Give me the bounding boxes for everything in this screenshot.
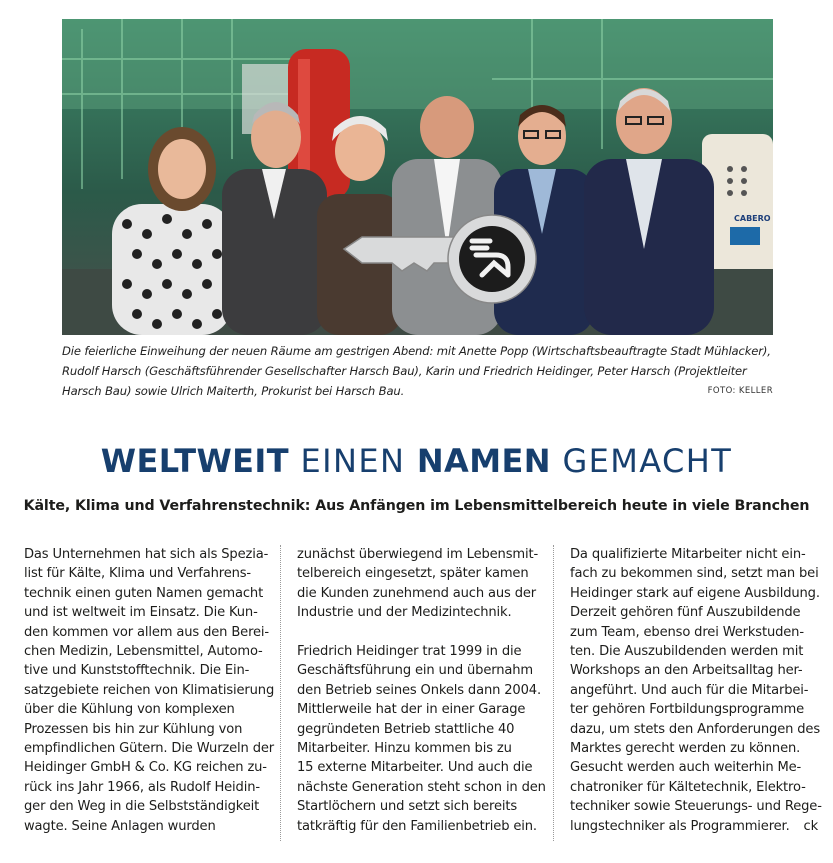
- photo-illustration: [62, 19, 773, 335]
- headline-word: NAMEN: [416, 442, 551, 480]
- text-line: wagte. Seine Anlagen wurden: [24, 818, 216, 834]
- text-line: telbereich eingesetzt, später kamen: [297, 566, 529, 582]
- headline-word: GEMACHT: [562, 442, 733, 480]
- text-line: Mitarbeiter. Hinzu kommen bis zu: [297, 741, 512, 757]
- text-line: tatkräftig für den Familienbetrieb ein.: [297, 818, 537, 834]
- sign-text: CABERO: [734, 214, 771, 223]
- text-column-3: [570, 545, 822, 845]
- photo-caption: [62, 341, 773, 401]
- text-line: Geschäftsführung ein und übernahm: [297, 663, 534, 679]
- column-divider: [553, 545, 554, 841]
- text-line: Prozessen bis hin zur Kühlung von: [24, 721, 243, 737]
- text-line: ter gehören Fortbildungsprogramme: [570, 702, 804, 718]
- text-line: Friedrich Heidinger trat 1999 in die: [297, 644, 522, 660]
- text-line: Heidinger GmbH & Co. KG reichen zu-: [24, 760, 267, 776]
- text-line: rück ins Jahr 1966, als Rudolf Heidin-: [24, 779, 260, 795]
- text-line: empfindlichen Gütern. Die Wurzeln der: [24, 741, 275, 757]
- text-line: Startlöchern und setzt sich bereits: [297, 799, 518, 815]
- headline-word: EINEN: [300, 442, 406, 480]
- text-line: ger den Weg in die Selbstständigkeit: [24, 799, 260, 815]
- text-line: nächste Generation steht schon in den: [297, 779, 546, 795]
- photo-credit: FOTO: KELLER: [707, 386, 773, 396]
- text-line: Industrie und der Medizintechnik.: [297, 605, 512, 621]
- headline: [0, 440, 833, 482]
- text-line: den kommen vor allem aus den Berei-: [24, 624, 269, 640]
- text-line: Workshops an den Arbeitsalltag her-: [570, 663, 803, 679]
- text-line: techniker sowie Steuerungs- und Rege-: [570, 799, 822, 815]
- text-line: ten. Die Auszubildenden werden mit: [570, 644, 804, 660]
- text-line: zunächst überwiegend im Lebensmit-: [297, 547, 539, 562]
- text-line: zum Team, ebenso drei Werkstuden-: [570, 624, 804, 640]
- column-divider: [280, 545, 281, 841]
- text-column-2: [297, 545, 546, 845]
- paragraph-break: [297, 623, 540, 642]
- text-line: technik einen guten Namen gemacht: [24, 585, 264, 601]
- text-line: 15 externe Mitarbeiter. Und auch die: [297, 760, 533, 776]
- caption-line: Rudolf Harsch (Geschäftsführender Gesellschafter Harsch Bau), Karin und Friedrich Heidinger, Peter Harsch (Projektleiter: [62, 364, 747, 378]
- text-line: chatroniker für Kältetechnik, Elektro-: [570, 779, 806, 795]
- text-line: satzgebiete reichen von Klimatisierung: [24, 682, 275, 698]
- author-mark: ck: [803, 818, 818, 834]
- text-line: fach zu bekommen sind, setzt man bei: [570, 566, 819, 582]
- text-line: und ist weltweit im Einsatz. Die Kun-: [24, 605, 258, 621]
- text-line: Heidinger stark auf eigene Ausbildung.: [570, 585, 820, 601]
- text-line: list für Kälte, Klima und Verfahrens-: [24, 566, 252, 582]
- text-line: Da qualifizierte Mitarbeiter nicht ein-: [570, 547, 806, 562]
- text-line: den Betrieb seines Onkels dann 2004.: [297, 682, 541, 698]
- text-line: tive und Kunststofftechnik. Die Ein-: [24, 663, 250, 679]
- caption-line: Harsch Bau) sowie Ulrich Maiterth, Prokurist bei Harsch Bau.: [62, 384, 405, 398]
- headline-word: WELTWEIT: [100, 442, 289, 480]
- text-line: lungstechniker als Programmierer.: [570, 818, 790, 834]
- text-column-1: [24, 545, 275, 845]
- text-line: gegründeten Betrieb stattliche 40: [297, 721, 515, 737]
- subheadline: Kälte, Klima und Verfahrenstechnik: Aus Anfängen im Lebensmittelbereich heute in viele Branchen: [23, 498, 810, 514]
- text-line: Mittlerweile hat der in einer Garage: [297, 702, 526, 718]
- text-line: die Kunden zunehmend auch aus der: [297, 585, 537, 601]
- text-line: Das Unternehmen hat sich als Spezia-: [24, 547, 269, 562]
- text-line: chen Medizin, Lebensmittel, Automo-: [24, 644, 263, 660]
- text-line: angeführt. Und auch für die Mitarbei-: [570, 682, 809, 698]
- text-line: Gesucht werden auch weiterhin Me-: [570, 760, 802, 776]
- text-line: Derzeit gehören fünf Auszubildende: [570, 605, 801, 621]
- text-line: Marktes gerecht werden zu können.: [570, 741, 801, 757]
- last-text-line: [570, 817, 818, 836]
- article-photo: [62, 19, 773, 335]
- caption-line: Die feierliche Einweihung der neuen Räume am gestrigen Abend: mit Anette Popp (Wirtschaftsbeauftragte Stadt Mühlacker),: [62, 344, 771, 358]
- text-line: über die Kühlung von komplexen: [24, 702, 235, 718]
- text-line: dazu, um stets den Anforderungen des: [570, 721, 820, 737]
